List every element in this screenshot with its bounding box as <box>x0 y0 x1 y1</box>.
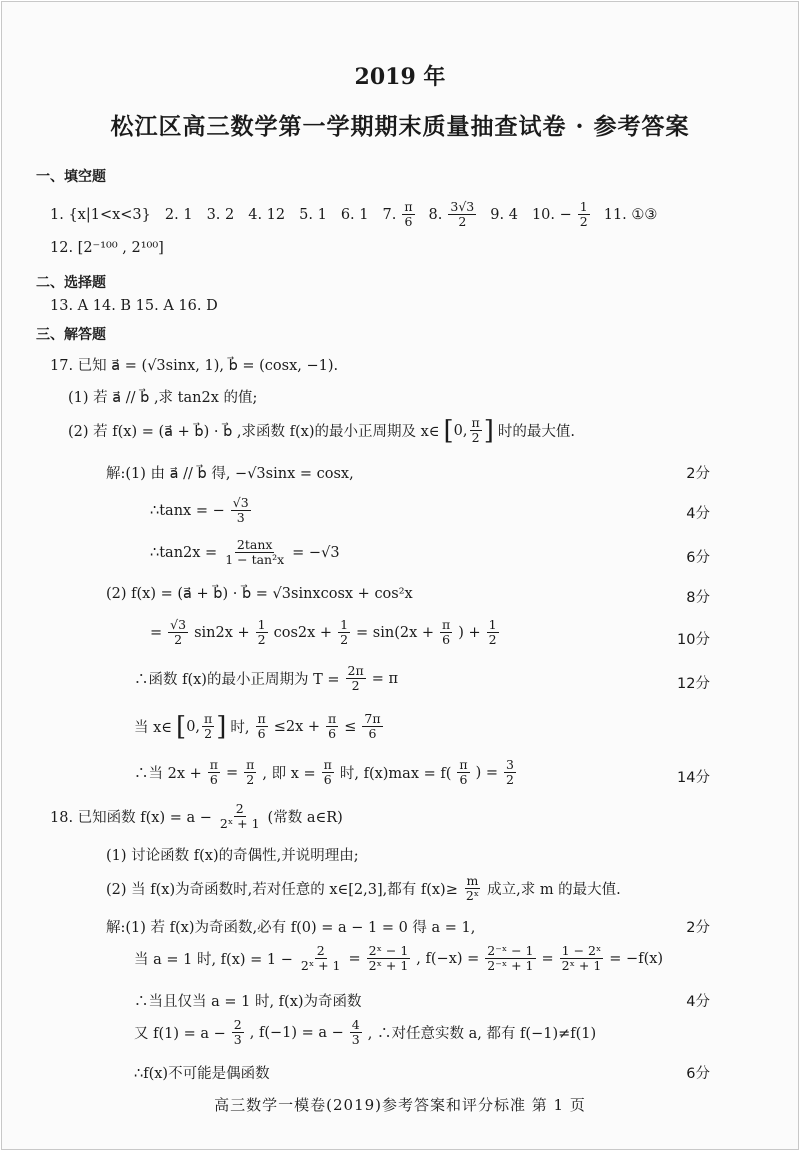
answer-6: 6. 1 <box>340 206 369 223</box>
q17-solution-step-4: (2) f(x) = (a⃗ + b⃗) · b⃗ = √3sinxcosx + cos²x <box>106 586 413 602</box>
answer-11: 11. ①③ <box>603 206 658 223</box>
interval-0-pi-half: [ 0, $\frac{\pi}{2}$ ] <box>443 415 494 446</box>
score-4: 4分 <box>686 506 710 522</box>
q17-part-1: (1) 若 a⃗ // b⃗ ,求 tan2x 的值; <box>68 390 258 406</box>
score-2: 2分 <box>686 466 710 482</box>
page-footer: 高三数学一模卷(2019)参考答案和评分标准 第 1 页 <box>214 1096 586 1114</box>
answer-8-label: 8. <box>428 206 443 223</box>
fill-answers-row-1 <box>50 200 657 230</box>
q17-solution-step-1: 解:(1) 由 a⃗ // b⃗ 得, −√3sinx = cosx, <box>106 466 354 482</box>
answer-10-fraction: $\frac{1}{2}$ <box>579 199 588 230</box>
q17-part-2: (2) 若 f(x) = (a⃗ + b⃗) · b⃗ ,求函数 f(x)的最小正周期及 x∈ [ 0, $\frac{\pi}{2}$ ] 时的最大值. <box>68 415 575 446</box>
q17-solution-step-7: 当 x∈ [ 0, $\frac{\pi}{2}$ ] 时, $\frac{\pi}{6}$ ≤2x + $\frac{\pi}{6}$ ≤ $\frac{7\pi}{6}$ <box>134 711 381 742</box>
q18-stem: 18. 已知函数 f(x) = a − $\frac{2}{\text{2ˣ + 1}}$ (常数 a∈R) <box>50 801 343 832</box>
answer-10-label: 10. − <box>531 206 572 223</box>
q18-solution-step-1: 解:(1) 若 f(x)为奇函数,必有 f(0) = a − 1 = 0 得 a = 1, <box>106 920 476 936</box>
q17-solution-step-2: ∴tanx = − $\frac{√3}{3}$ <box>150 495 249 526</box>
q18-solution-step-3: ∴当且仅当 a = 1 时, f(x)为奇函数 <box>134 994 362 1010</box>
page-title: 松江区高三数学第一学期期末质量抽查试卷 · 参考答案 <box>110 113 690 140</box>
answer-7-fraction: $\frac{\pi}{6}$ <box>404 199 413 230</box>
score-6: 6分 <box>686 550 710 566</box>
answer-3: 3. 2 <box>206 206 235 223</box>
score-10: 10分 <box>677 632 710 648</box>
answer-12: 12. [2⁻¹⁰⁰ , 2¹⁰⁰] <box>50 240 164 256</box>
year-heading: 2019 年 <box>354 64 446 90</box>
answer-4: 4. 12 <box>248 206 286 223</box>
q17-stem: 17. 已知 a⃗ = (√3sinx, 1), b⃗ = (cosx, −1). <box>50 358 339 374</box>
q18-solution-step-5: ∴f(x)不可能是偶函数 <box>134 1066 270 1082</box>
answer-8-fraction: $\frac{3√3}{2}$ <box>450 199 475 230</box>
score-14: 14分 <box>677 770 710 786</box>
answer-1: 1. {x|1<x<3} <box>50 206 151 223</box>
score-2: 2分 <box>686 920 710 936</box>
q18-part-2: (2) 当 f(x)为奇函数时,若对任意的 x∈[2,3],都有 f(x)≥ $\frac{m}{\text{2ˣ}}$ 成立,求 m 的最大值. <box>106 873 621 904</box>
q17-solution-step-5: = $\frac{√3}{2}$ sin2x + $\frac{1}{2}$ cos2x + $\frac{1}{2}$ = sin(2x + $\frac{\pi}{6}$ ) + $\frac{1}{2}$ <box>150 617 497 648</box>
section-choice-heading: 二、选择题 <box>36 275 106 291</box>
answer-5: 5. 1 <box>299 206 327 223</box>
q18-part-1: (1) 讨论函数 f(x)的奇偶性,并说明理由; <box>106 848 359 864</box>
score-6: 6分 <box>686 1066 710 1082</box>
q17-solution-step-3: ∴tan2x = $\frac{2\tan x}{\text{1 − tan²x}}$ = −√3 <box>150 537 340 568</box>
q17-solution-step-6: ∴函数 f(x)的最小正周期为 T = $\frac{2\pi}{2}$ = π <box>134 663 398 694</box>
answer-9: 9. 4 <box>490 206 518 223</box>
answer-2: 2. 1 <box>164 206 193 223</box>
choice-answers: 13. A 14. B 15. A 16. D <box>50 298 218 314</box>
q18-solution-step-4: 又 f(1) = a − $\frac{2}{3}$ , f(−1) = a − $\frac{4}{3}$ , ∴对任意实数 a, 都有 f(−1)≠f(1) <box>134 1017 597 1048</box>
answer-7-label: 7. <box>382 206 397 223</box>
score-4: 4分 <box>686 994 710 1010</box>
score-12: 12分 <box>677 676 710 692</box>
answer-sheet-page <box>1 1 799 1150</box>
q18-solution-step-2: 当 a = 1 时, f(x) = 1 − $\frac{2}{\text{2ˣ + 1}}$ = $\frac{\text{2ˣ − 1}}{\text{2ˣ + 1}}$ , f(−x) = $\frac{\text{2⁻ˣ − 1}}{\text{2⁻ˣ + 1}}$ = $\frac{\text{1 − 2ˣ}}{\text{2ˣ + 1}}$ = −f(x) <box>134 943 664 974</box>
section-solve-heading: 三、解答题 <box>36 327 106 343</box>
section-fill-heading: 一、填空题 <box>36 169 106 185</box>
q17-solution-step-8: ∴当 2x + $\frac{\pi}{6}$ = $\frac{\pi}{2}$ , 即 x = $\frac{\pi}{6}$ 时, f(x)max = f( $\frac{\pi}{6}$ ) = $\frac{3}{2}$ <box>134 757 514 788</box>
score-8: 8分 <box>686 590 710 606</box>
